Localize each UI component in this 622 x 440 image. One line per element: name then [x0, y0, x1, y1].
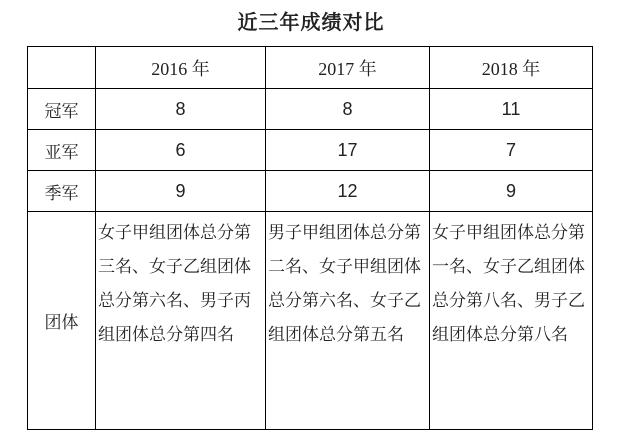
table-row-champion: [28, 89, 593, 130]
row-label-champion: 冠军: [28, 89, 96, 130]
table-title: 近三年成绩对比: [237, 10, 385, 34]
cell-runner-up-2017: 17: [266, 130, 430, 171]
row-label-runner-up: 亚军: [28, 130, 96, 171]
header-year-2017: 2017 年: [266, 47, 430, 89]
row-label-third-place: 季军: [28, 171, 96, 212]
cell-champion-2018: 11: [430, 89, 593, 130]
cell-team-2016: 女子甲组团体总分第三名、女子乙组团体总分第六名、男子丙组团体总分第四名: [96, 212, 266, 430]
header-corner-cell: [28, 47, 96, 89]
cell-third-place-2018: 9: [430, 171, 593, 212]
header-year-2018: 2018 年: [430, 47, 593, 89]
cell-third-place-2017: 12: [266, 171, 430, 212]
cell-runner-up-2018: 7: [430, 130, 593, 171]
header-row: [28, 47, 593, 89]
table-row-runner-up: [28, 130, 593, 171]
cell-team-2018: 女子甲组团体总分第一名、女子乙组团体总分第八名、男子乙组团体总分第八名: [430, 212, 593, 430]
results-comparison-table: [27, 46, 593, 430]
cell-runner-up-2016: 6: [96, 130, 266, 171]
cell-champion-2017: 8: [266, 89, 430, 130]
header-year-2016: 2016 年: [96, 47, 266, 89]
cell-champion-2016: 8: [96, 89, 266, 130]
table-row-team: [28, 212, 593, 430]
table-row-third-place: [28, 171, 593, 212]
cell-third-place-2016: 9: [96, 171, 266, 212]
cell-team-2017: 男子甲组团体总分第二名、女子甲组团体总分第六名、女子乙组团体总分第五名: [266, 212, 430, 430]
row-label-team: 团体: [28, 212, 96, 430]
